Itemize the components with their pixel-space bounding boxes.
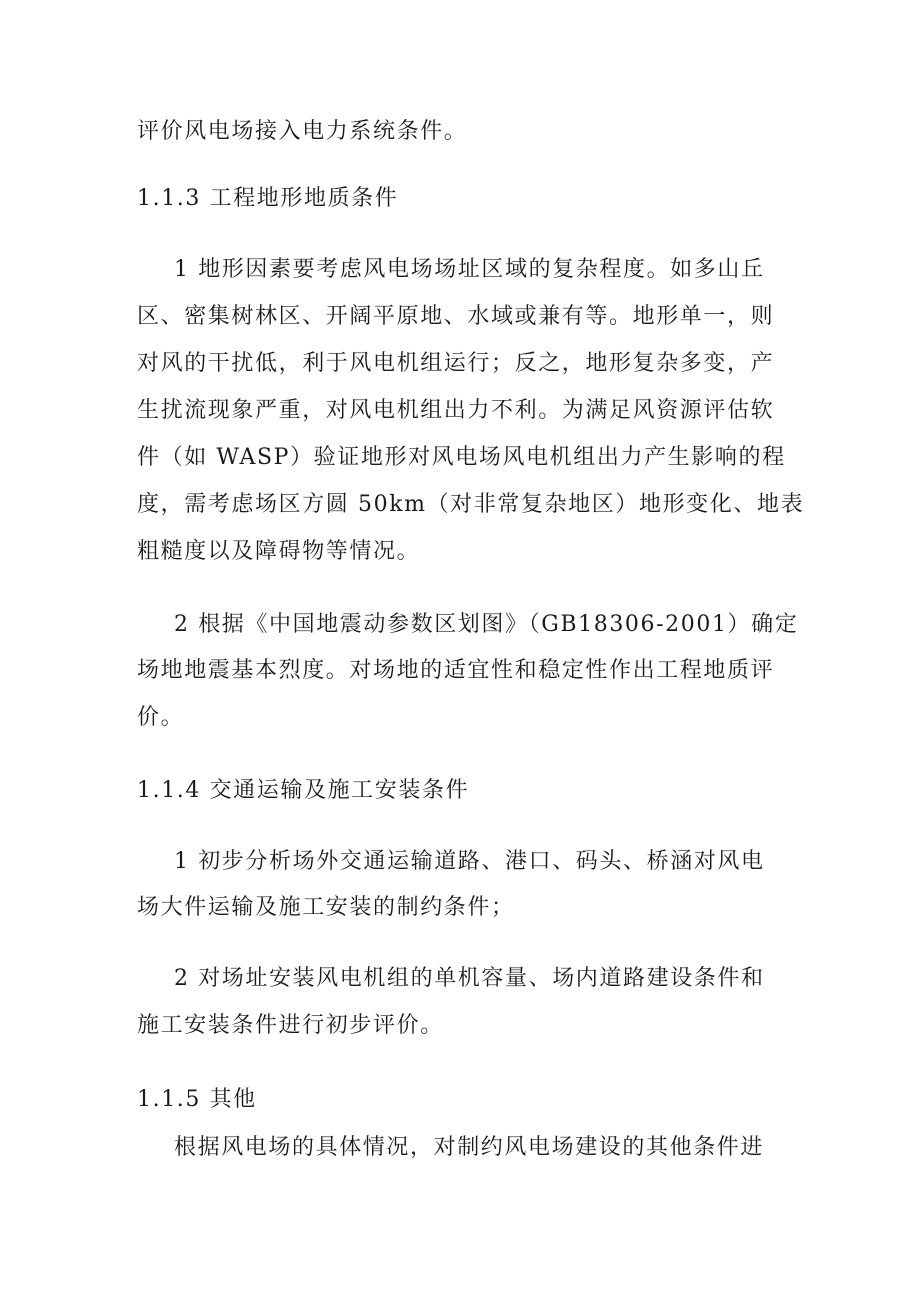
- paragraph-line: 1 地形因素要考虑风电场场址区域的复杂程度。如多山丘: [174, 257, 765, 282]
- paragraph-line: 件（如 WASP）验证地形对风电场风电机组出力产生影响的程: [137, 445, 786, 470]
- paragraph-line: 区、密集树林区、开阔平原地、水域或兼有等。地形单一，则: [137, 304, 775, 329]
- paragraph-line: 价。: [137, 705, 185, 730]
- paragraph-line: 生扰流现象严重，对风电机组出力不利。为满足风资源评估软: [137, 398, 775, 423]
- paragraph-line: 2 对场址安装风电机组的单机容量、场内道路建设条件和: [174, 966, 765, 991]
- paragraph-line: 2 根据《中国地震动参数区划图》（GB18306-2001）确定: [174, 612, 799, 637]
- paragraph-line: 对风的干扰低，利于风电机组运行；反之，地形复杂多变，产: [137, 351, 775, 376]
- paragraph-line: 粗糙度以及障碍物等情况。: [137, 539, 421, 564]
- section-heading-1-1-5: 1.1.5 其他: [137, 1087, 257, 1112]
- paragraph-line: 1 初步分析场外交通运输道路、港口、码头、桥涵对风电: [174, 849, 765, 874]
- section-heading-1-1-3: 1.1.3 工程地形地质条件: [137, 186, 399, 211]
- section-heading-1-1-4: 1.1.4 交通运输及施工安装条件: [137, 778, 470, 803]
- paragraph-line: 场大件运输及施工安装的制约条件；: [137, 895, 515, 920]
- paragraph-line: 施工安装条件进行初步评价。: [137, 1013, 444, 1038]
- paragraph-line: 评价风电场接入电力系统条件。: [137, 119, 468, 144]
- paragraph-line: 度，需考虑场区方圆 50km（对非常复杂地区）地形变化、地表: [137, 492, 805, 517]
- paragraph-line: 根据风电场的具体情况，对制约风电场建设的其他条件进: [174, 1135, 765, 1160]
- paragraph-line: 场地地震基本烈度。对场地的适宜性和稳定性作出工程地质评: [137, 658, 775, 683]
